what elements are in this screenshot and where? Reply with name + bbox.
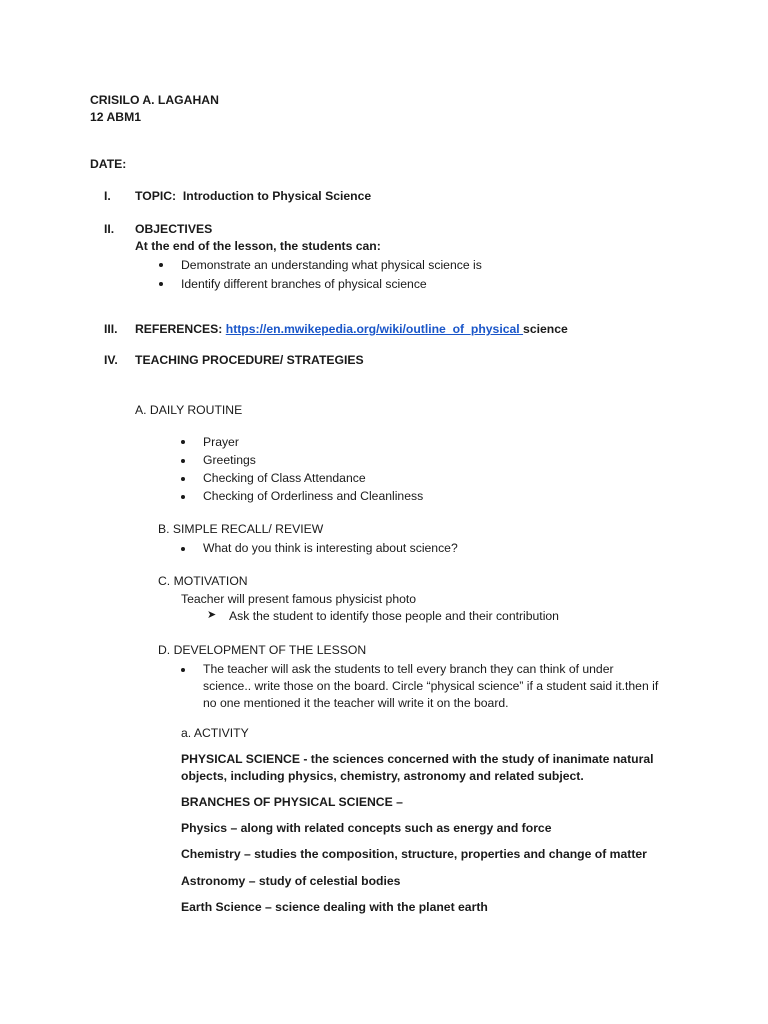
routine-item: Checking of Orderliness and Cleanliness xyxy=(203,489,424,503)
bullet-icon xyxy=(181,668,185,672)
activity-heading: a. ACTIVITY xyxy=(181,726,249,740)
definition-line: PHYSICAL SCIENCE - the sciences concerned with the study of inanimate natural xyxy=(181,752,654,766)
development-item-line: science.. write those on the board. Circle “physical science” if a student said it.then if xyxy=(203,679,659,693)
bullet-icon xyxy=(159,282,163,286)
topic-label: TOPIC: xyxy=(135,189,177,203)
routine-item: Checking of Class Attendance xyxy=(203,471,366,485)
bullet-icon xyxy=(181,459,185,463)
objectives-heading: OBJECTIVES xyxy=(135,222,213,236)
procedure-heading: TEACHING PROCEDURE/ STRATEGIES xyxy=(135,353,364,367)
topic-text: Introduction to Physical Science xyxy=(182,189,372,203)
branch-item: Astronomy – study of celestial bodies xyxy=(181,874,401,888)
references-link[interactable]: https://en.mwikepedia.org/wiki/outline_of_physical xyxy=(225,322,524,336)
objective-item: Identify different branches of physical science xyxy=(181,277,427,291)
numeral-iii: III. xyxy=(104,322,118,336)
bullet-icon xyxy=(181,477,185,481)
student-name: CRISILO A. LAGAHAN xyxy=(90,93,219,107)
references-line xyxy=(135,322,568,337)
definition-line: objects, including physics, chemistry, astronomy and related subject. xyxy=(181,769,584,783)
bullet-icon xyxy=(159,263,163,267)
motivation-text: Teacher will present famous physicist photo xyxy=(181,592,417,606)
bullet-icon xyxy=(181,547,185,551)
motivation-subitem: Ask the student to identify those people and their contribution xyxy=(229,609,559,623)
numeral-ii: II. xyxy=(104,222,115,236)
recall-heading: B. SIMPLE RECALL/ REVIEW xyxy=(158,522,324,536)
routine-item: Greetings xyxy=(203,453,256,467)
numeral-iv: IV. xyxy=(104,353,118,367)
objective-item: Demonstrate an understanding what physical science is xyxy=(181,258,482,272)
branch-item: Chemistry – studies the composition, structure, properties and change of matter xyxy=(181,847,647,861)
daily-routine-heading: A. DAILY ROUTINE xyxy=(135,403,243,417)
branch-item: Earth Science – science dealing with the planet earth xyxy=(181,900,488,914)
development-item-line: no one mentioned it the teacher will write it on the board. xyxy=(203,696,509,710)
topic-line xyxy=(135,189,371,204)
references-suffix: science xyxy=(523,322,568,336)
development-heading: D. DEVELOPMENT OF THE LESSON xyxy=(158,643,367,657)
student-section: 12 ABM1 xyxy=(90,110,142,124)
branches-heading: BRANCHES OF PHYSICAL SCIENCE – xyxy=(181,795,403,809)
objectives-intro: At the end of the lesson, the students can: xyxy=(135,239,381,253)
numeral-i: I. xyxy=(104,189,111,203)
bullet-icon xyxy=(181,440,185,444)
date-label: DATE: xyxy=(90,157,127,171)
bullet-icon xyxy=(181,495,185,499)
development-item-line: The teacher will ask the students to tell every branch they can think of under xyxy=(203,662,614,676)
arrow-bullet-icon: ➤ xyxy=(207,609,217,621)
branch-item: Physics – along with related concepts such as energy and force xyxy=(181,821,552,835)
routine-item: Prayer xyxy=(203,435,239,449)
motivation-heading: C. MOTIVATION xyxy=(158,574,248,588)
references-label: REFERENCES: xyxy=(135,322,223,336)
recall-item: What do you think is interesting about science? xyxy=(203,541,458,555)
